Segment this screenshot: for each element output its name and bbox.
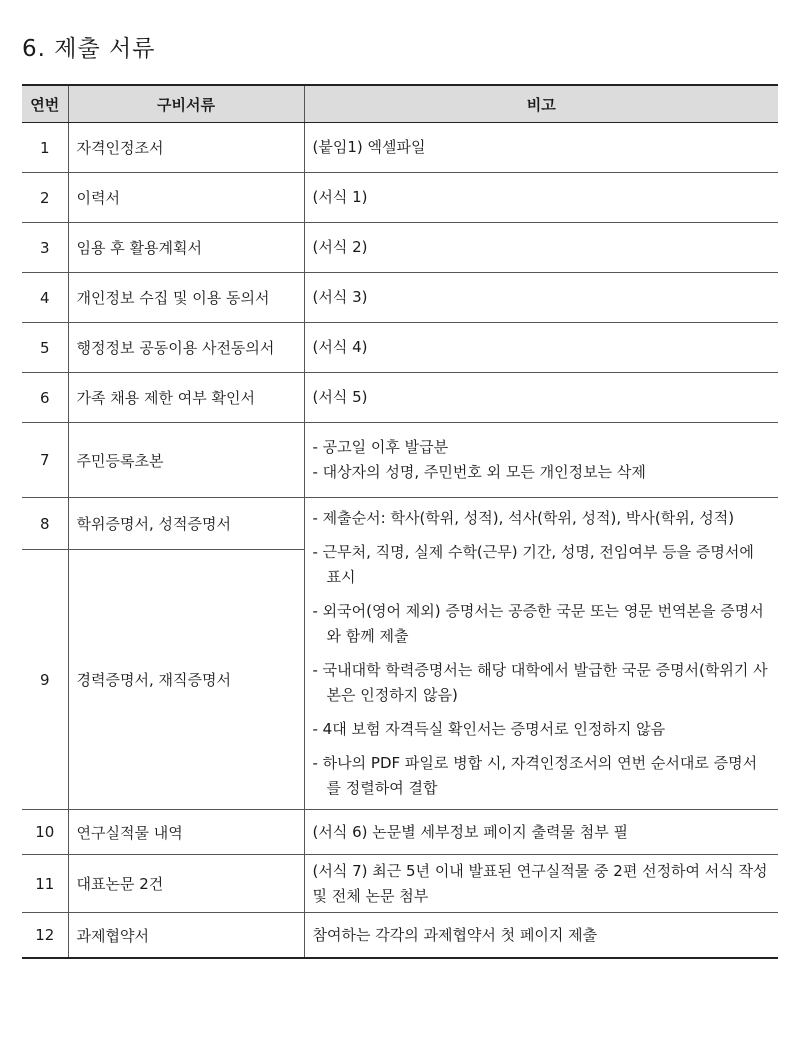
header-doc: 구비서류	[68, 85, 304, 123]
row-num: 1	[22, 123, 68, 173]
row-doc: 학위증명서, 성적증명서	[68, 498, 304, 550]
row-num: 11	[22, 855, 68, 913]
row-remark: (서식 3)	[304, 273, 778, 323]
row-remark: (서식 1)	[304, 173, 778, 223]
row-remark: (서식 7) 최근 5년 이내 발표된 연구실적물 중 2편 선정하여 서식 작성 및 전체 논문 첨부	[304, 855, 778, 913]
header-remark: 비고	[304, 85, 778, 123]
table-row	[22, 123, 778, 173]
remark-item: - 외국어(영어 제외) 증명서는 공증한 국문 또는 영문 번역본을 증명서와 함께 제출	[312, 602, 764, 645]
row-remark: 참여하는 각각의 과제협약서 첫 페이지 제출	[304, 913, 778, 959]
remark-item: - 4대 보험 자격득실 확인서는 증명서로 인정하지 않음	[312, 720, 666, 738]
table-row	[22, 373, 778, 423]
table-row	[22, 273, 778, 323]
section-title: 6. 제출 서류	[22, 36, 156, 62]
table-header-row	[22, 85, 778, 123]
row-num: 9	[22, 550, 68, 810]
remark-item: - 근무처, 직명, 실제 수학(근무) 기간, 성명, 전임여부 등을 증명서에 표시	[312, 543, 754, 586]
row-num: 6	[22, 373, 68, 423]
row-num: 5	[22, 323, 68, 373]
row-num: 12	[22, 913, 68, 959]
row-remark: (서식 4)	[304, 323, 778, 373]
row-remark	[304, 423, 778, 498]
table-row	[22, 223, 778, 273]
row-doc: 연구실적물 내역	[68, 810, 304, 855]
row-num: 10	[22, 810, 68, 855]
remark-line: - 대상자의 성명, 주민번호 외 모든 개인정보는 삭제	[312, 463, 646, 481]
row-doc: 과제협약서	[68, 913, 304, 959]
row-doc: 임용 후 활용계획서	[68, 223, 304, 273]
row-remark: (서식 2)	[304, 223, 778, 273]
remark-item: - 하나의 PDF 파일로 병합 시, 자격인정조서의 연번 순서대로 증명서를 정렬하여 결합	[312, 754, 758, 797]
row-num: 8	[22, 498, 68, 550]
table-row	[22, 913, 778, 959]
table-row	[22, 423, 778, 498]
row-doc: 대표논문 2건	[68, 855, 304, 913]
remark-item: - 국내대학 학력증명서는 해당 대학에서 발급한 국문 증명서(학위기 사본은 인정하지 않음)	[312, 661, 768, 704]
row-remark: (서식 6) 논문별 세부정보 페이지 출력물 첨부 필	[304, 810, 778, 855]
header-num: 연번	[22, 85, 68, 123]
row-doc: 개인정보 수집 및 이용 동의서	[68, 273, 304, 323]
row-doc: 행정정보 공동이용 사전동의서	[68, 323, 304, 373]
table-row	[22, 498, 778, 550]
table-row	[22, 855, 778, 913]
table-row	[22, 173, 778, 223]
remark-item: - 제출순서: 학사(학위, 성적), 석사(학위, 성적), 박사(학위, 성적)	[312, 509, 735, 527]
table-row	[22, 810, 778, 855]
row-remark: (서식 5)	[304, 373, 778, 423]
row-num: 2	[22, 173, 68, 223]
row-num: 4	[22, 273, 68, 323]
row-doc: 이력서	[68, 173, 304, 223]
shared-remark-cell	[304, 498, 778, 810]
remark-line: - 공고일 이후 발급분	[312, 438, 449, 456]
row-doc: 주민등록초본	[68, 423, 304, 498]
row-num: 3	[22, 223, 68, 273]
row-num: 7	[22, 423, 68, 498]
documents-table	[22, 84, 778, 959]
table-row	[22, 323, 778, 373]
row-doc: 자격인정조서	[68, 123, 304, 173]
row-doc: 가족 채용 제한 여부 확인서	[68, 373, 304, 423]
row-remark: (붙임1) 엑셀파일	[304, 123, 778, 173]
row-doc: 경력증명서, 재직증명서	[68, 550, 304, 810]
